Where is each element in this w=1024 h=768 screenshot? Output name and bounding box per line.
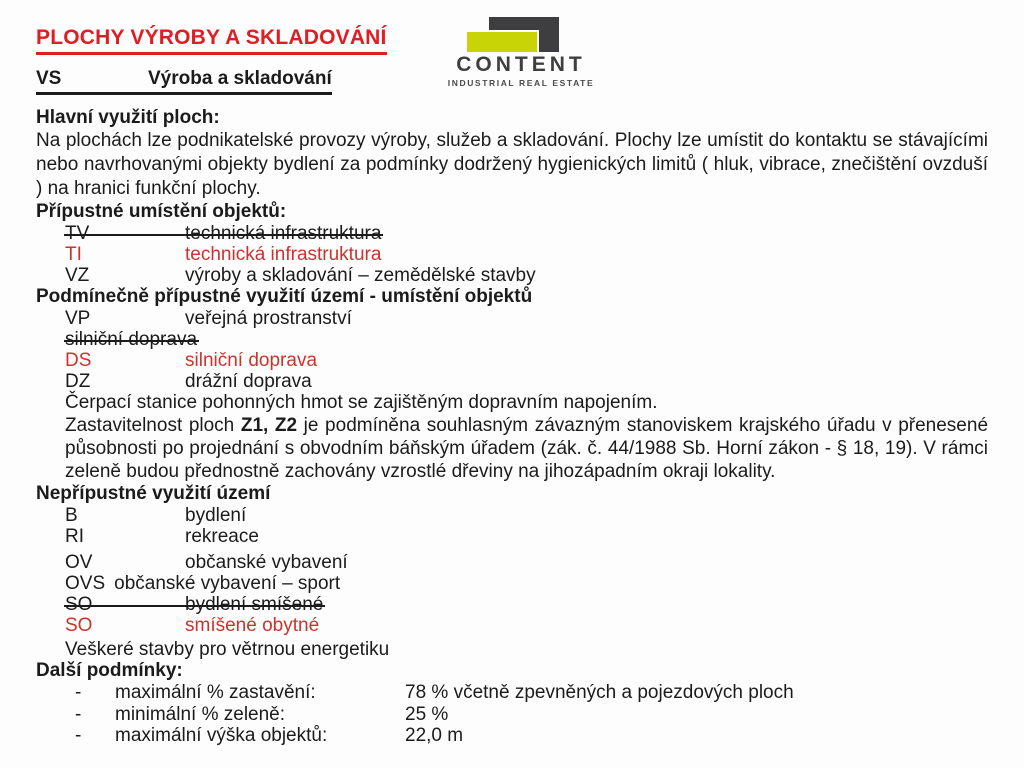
def-label: občanské vybavení – sport [114,573,341,594]
section-heading-dalsi: Další podmínky: [36,660,183,681]
def-row [36,223,988,244]
def-row [36,594,988,615]
condition-value: 25 % [405,703,449,725]
condition-row [36,682,988,704]
condition-value: 78 % včetně zpevněných a pojezdových ploch [405,682,794,703]
def-row [36,329,988,350]
def-label: technická infrastruktura [185,244,382,265]
struck-entry [65,329,197,350]
def-label: smíšené obytné [185,615,320,636]
logo-dark-corner-icon [539,28,559,52]
def-code: OVS [65,573,106,594]
condition-value: 22,0 m [405,725,464,746]
note-cerpaci: Čerpací stanice pohonných hmot se zajištěným dopravním napojením. [65,392,658,413]
def-label: výroby a skladování – zemědělské stavby [185,265,536,286]
def-code: TV [65,223,90,244]
condition-row [36,725,988,747]
def-code: DS [65,350,92,371]
def-code: B [65,505,78,526]
zone-code: VS [36,68,62,89]
section-heading-podminecne: Podmínečně přípustné využití území - umístění objektů [36,286,533,307]
def-label: občanské vybavení [185,552,348,573]
def-row [36,371,988,392]
def-row [36,350,988,371]
condition-label: maximální % zastavění: [115,682,316,703]
def-row [36,505,988,526]
paragraph-hlavni: Na plochách lze podnikatelské provozy výroby, služeb a skladování. Plochy lze umístit do kontaktu se stávajícími nebo navrhovanými objekty bydlení za podmínky dodržený hygienických limitů ( hluk, vibrace, znečištění ovzduší ) na hranici funkční plochy. [36,130,988,199]
bullet-dash: - [75,703,82,725]
def-code: VP [65,308,91,329]
logo-tagline: INDUSTRIAL REAL ESTATE [447,78,595,88]
struck-entry [65,223,381,244]
section-heading-hlavni: Hlavní využití ploch: [36,107,220,128]
def-label: rekreace [185,526,259,547]
def-row [36,244,988,265]
def-label: veřejná prostranství [185,308,352,329]
def-label: silniční doprava [185,350,318,371]
def-code: TI [65,244,82,265]
struck-entry [65,594,323,615]
def-code: SO [65,615,93,636]
def-code: OV [65,552,93,573]
def-row [36,265,988,286]
def-label: bydlení smíšené [185,594,324,615]
note-zastavitelnost: Zastavitelnost ploch Z1, Z2 je podmíněna souhlasným závazným stanoviskem krajského úřadu v přenesené působnosti po projednání s obvodním báňským úřadem (zák. č. 44/1988 Sb. Horní zákon - § 18, 19). V rámci zeleně budou přednostně zachovány vzrostlé dřeviny na jihozápadním okraji lokality. [65,415,989,482]
zone-name: Výroba a skladování [148,68,332,89]
def-label: bydlení [185,505,247,526]
bold-z1z2: Z1, Z2 [240,415,298,436]
logo-accent-rect-icon [467,32,537,52]
def-label: silniční doprava [65,329,198,350]
condition-label: maximální výška objektů: [115,725,328,746]
def-row [36,526,988,547]
page-title: PLOCHY VÝROBY A SKLADOVÁNÍ [36,26,387,55]
bullet-dash: - [75,725,82,746]
logo-wordmark: CONTENT [456,53,586,76]
def-code: RI [65,526,84,547]
def-code: DZ [65,371,91,392]
def-row [36,573,988,594]
content-logo [447,6,595,88]
condition-row [36,704,988,726]
def-label: drážní doprava [185,371,312,392]
def-code: VZ [65,265,90,286]
section-heading-pripustne: Přípustné umístění objektů: [36,201,287,222]
note-vetrna-energetika: Veškeré stavby pro větrnou energetiku [65,639,390,660]
def-label: technická infrastruktura [185,223,382,244]
condition-label: minimální % zeleně: [115,703,286,725]
def-code: SO [65,594,93,615]
bullet-dash: - [75,682,82,703]
logo-mark-icon [447,6,595,52]
def-row [36,615,988,636]
def-row [36,308,988,329]
def-row [36,552,988,573]
section-heading-nepripustne: Nepřípustné využití území [36,483,271,504]
